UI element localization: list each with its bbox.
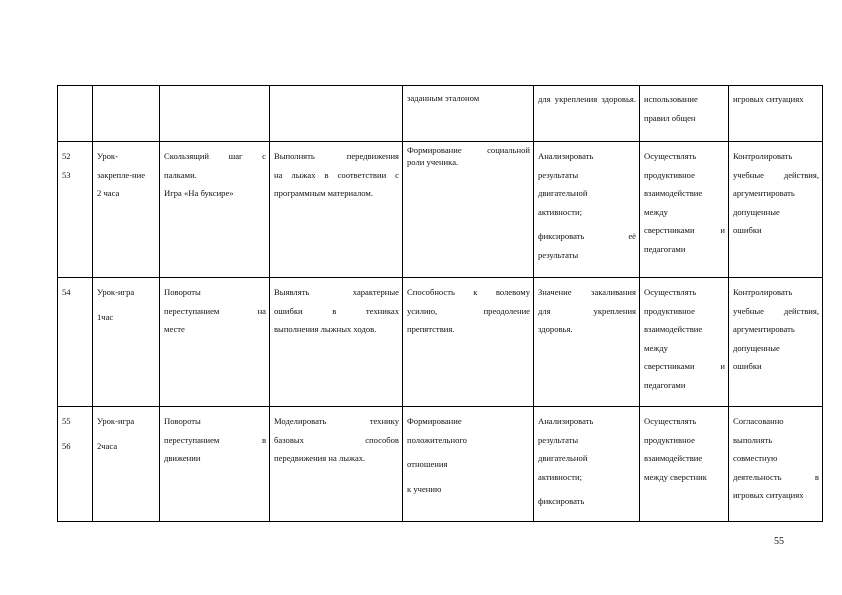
cell-communicative: использование правил общен xyxy=(640,86,729,142)
lesson-topic-cell: Повороты переступанием на месте xyxy=(160,278,270,407)
personal-results-cell: Формирование положительного отношения к учению xyxy=(403,407,534,522)
regulative-cell: Значение закаливания для укрепления здоровья. xyxy=(534,278,640,407)
cell-cognitive: игровых ситуациях xyxy=(729,86,823,142)
cognitive-cell: Согласованно выполнять совместную деятельность в игровых ситуациях xyxy=(729,407,823,522)
lesson-topic-cell: Скользящий шаг с палками. Игра «На буксире» xyxy=(160,142,270,278)
lesson-content-cell: Моделировать технику базовых способов передвижения на лыжах. xyxy=(270,407,403,522)
cell-type xyxy=(93,86,160,142)
regulative-cell: Анализировать результаты двигательной активности; фиксировать xyxy=(534,407,640,522)
cell-topic xyxy=(160,86,270,142)
page-number: 55 xyxy=(774,536,784,547)
lesson-number: 54 xyxy=(62,287,71,297)
lesson-number: 52 xyxy=(62,151,71,161)
cognitive-cell: Контролировать учебные действия, аргументировать допущенные ошибки xyxy=(729,142,823,278)
cell-number xyxy=(58,86,93,142)
personal-results-cell: Способность к волевому усилию, преодоление препятствия. xyxy=(403,278,534,407)
lesson-type-cell: Урок- закреплe-ние 2 часа xyxy=(93,142,160,278)
table-row xyxy=(58,142,823,278)
lesson-number: 53 xyxy=(62,169,71,180)
lesson-number-cell xyxy=(58,278,93,407)
communicative-cell: Осуществлять продуктивное взаимодействие между сверстниками и педагогами xyxy=(640,142,729,278)
communicative-cell: Осуществлять продуктивное взаимодействие между сверстник xyxy=(640,407,729,522)
lesson-type-cell: Урок-игра 2часа xyxy=(93,407,160,522)
lesson-number-cell xyxy=(58,407,93,522)
lesson-number-cell xyxy=(58,142,93,278)
lesson-content-cell: Выявлять характерные ошибки в техниках выполнения лыжных ходов. xyxy=(270,278,403,407)
lesson-plan-table xyxy=(57,85,823,522)
cell-regulative: для укрепления здоровья. xyxy=(534,86,640,142)
regulative-cell: Анализировать результаты двигательной активности; фиксировать её результаты xyxy=(534,142,640,278)
cognitive-cell: Контролировать учебные действия, аргументировать допущенные ошибки xyxy=(729,278,823,407)
lesson-number: 56 xyxy=(62,440,71,451)
lesson-number: 55 xyxy=(62,416,71,426)
cell-content xyxy=(270,86,403,142)
lesson-type-cell: Урок-игра 1час xyxy=(93,278,160,407)
lesson-content-cell: Выполнять передвижения на лыжах в соответствии с программным материалом. xyxy=(270,142,403,278)
continuation-row xyxy=(58,86,823,142)
cell-personal: заданным эталоном xyxy=(403,86,534,142)
lesson-topic-cell: Повороты переступанием в движении xyxy=(160,407,270,522)
table-row xyxy=(58,278,823,407)
personal-results-cell: Формирование социальной роли ученика. xyxy=(403,142,534,278)
communicative-cell: Осуществлять продуктивное взаимодействие между сверстниками и педагогами xyxy=(640,278,729,407)
table-row xyxy=(58,407,823,522)
